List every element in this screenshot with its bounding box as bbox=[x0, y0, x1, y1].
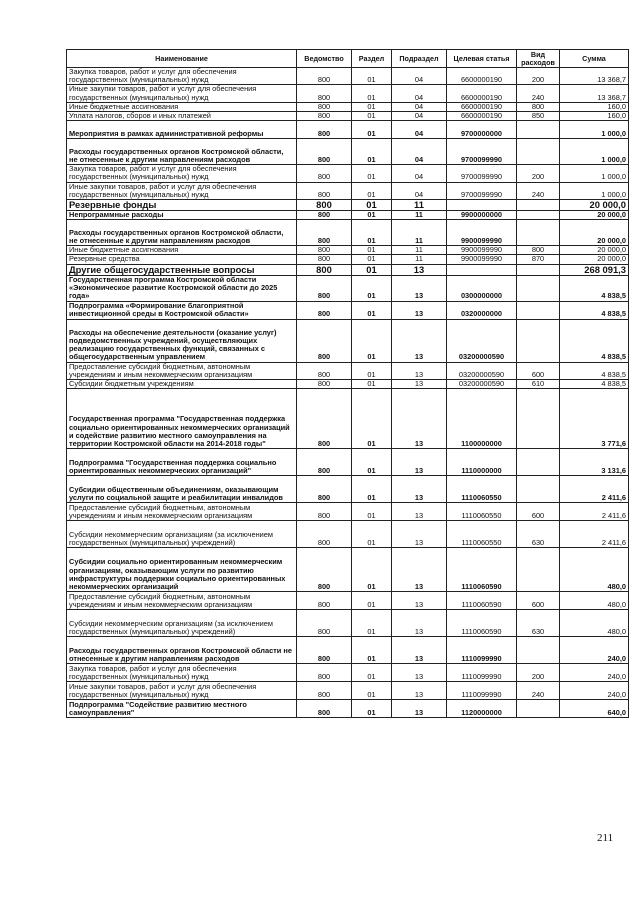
cell-tselevaya-statya: 9900000000 bbox=[447, 211, 517, 220]
table-row bbox=[67, 85, 629, 102]
cell-name: Иные закупки товаров, работ и услуг для обеспечения государственных (муниципальных) нужд bbox=[67, 85, 297, 102]
table-row bbox=[67, 301, 629, 319]
cell-razdel: 01 bbox=[352, 165, 392, 182]
cell-podrazdel: 13 bbox=[392, 362, 447, 379]
cell-vedomstvo: 800 bbox=[297, 548, 352, 592]
cell-summa: 4 838,5 bbox=[560, 319, 629, 362]
cell-name: Другие общегосударственные вопросы bbox=[67, 264, 297, 275]
cell-podrazdel: 13 bbox=[392, 275, 447, 301]
cell-summa: 2 411,6 bbox=[560, 476, 629, 503]
cell-razdel: 01 bbox=[352, 102, 392, 111]
cell-vedomstvo: 800 bbox=[297, 220, 352, 246]
cell-tselevaya-statya bbox=[447, 264, 517, 275]
table-row bbox=[67, 521, 629, 548]
header-razdel: Раздел bbox=[352, 50, 392, 68]
cell-name: Субсидии некоммерческим организациям (за исключением государственных (муниципальных) учреждений) bbox=[67, 610, 297, 637]
cell-vid-raskhodov: 850 bbox=[517, 112, 560, 121]
cell-razdel: 01 bbox=[352, 220, 392, 246]
table-row bbox=[67, 255, 629, 264]
cell-podrazdel: 11 bbox=[392, 255, 447, 264]
header-vedomstvo: Ведомство bbox=[297, 50, 352, 68]
cell-tselevaya-statya: 1110099990 bbox=[447, 637, 517, 664]
cell-vedomstvo: 800 bbox=[297, 637, 352, 664]
table-row bbox=[67, 389, 629, 449]
cell-vid-raskhodov: 870 bbox=[517, 255, 560, 264]
table-row bbox=[67, 220, 629, 246]
budget-table bbox=[66, 49, 629, 718]
cell-vedomstvo: 800 bbox=[297, 592, 352, 610]
cell-summa: 4 838,5 bbox=[560, 380, 629, 389]
cell-vid-raskhodov bbox=[517, 301, 560, 319]
cell-summa: 480,0 bbox=[560, 548, 629, 592]
cell-vid-raskhodov bbox=[517, 121, 560, 139]
cell-vedomstvo: 800 bbox=[297, 275, 352, 301]
table-row bbox=[67, 264, 629, 275]
cell-podrazdel: 13 bbox=[392, 637, 447, 664]
cell-tselevaya-statya: 9700099990 bbox=[447, 165, 517, 182]
cell-vedomstvo: 800 bbox=[297, 182, 352, 199]
cell-name: Резервные фонды bbox=[67, 200, 297, 211]
cell-vedomstvo: 800 bbox=[297, 449, 352, 476]
table-row bbox=[67, 637, 629, 664]
cell-vedomstvo: 800 bbox=[297, 389, 352, 449]
cell-summa: 240,0 bbox=[560, 637, 629, 664]
header-summa: Сумма bbox=[560, 50, 629, 68]
cell-tselevaya-statya: 6600000190 bbox=[447, 112, 517, 121]
cell-vedomstvo: 800 bbox=[297, 121, 352, 139]
cell-name: Подпрограмма "Содействие развитию местного самоуправления" bbox=[67, 700, 297, 718]
cell-podrazdel: 04 bbox=[392, 165, 447, 182]
table-row bbox=[67, 211, 629, 220]
cell-tselevaya-statya bbox=[447, 200, 517, 211]
cell-podrazdel: 13 bbox=[392, 264, 447, 275]
cell-vid-raskhodov: 200 bbox=[517, 68, 560, 85]
cell-tselevaya-statya: 9900099990 bbox=[447, 220, 517, 246]
cell-vedomstvo: 800 bbox=[297, 246, 352, 255]
cell-podrazdel: 13 bbox=[392, 449, 447, 476]
cell-summa: 20 000,0 bbox=[560, 200, 629, 211]
cell-podrazdel: 13 bbox=[392, 592, 447, 610]
cell-name: Мероприятия в рамках административной реформы bbox=[67, 121, 297, 139]
cell-podrazdel: 04 bbox=[392, 121, 447, 139]
cell-name: Государственная программа Костромской области «Экономическое развитие Костромской области до 2025 года» bbox=[67, 275, 297, 301]
table-row bbox=[67, 275, 629, 301]
cell-name: Расходы государственных органов Костромской области, не отнесенные к другим направлениям расходов bbox=[67, 139, 297, 165]
cell-vid-raskhodov: 600 bbox=[517, 503, 560, 521]
cell-summa: 13 368,7 bbox=[560, 85, 629, 102]
cell-name: Иные закупки товаров, работ и услуг для обеспечения государственных (муниципальных) нужд bbox=[67, 182, 297, 199]
cell-razdel: 01 bbox=[352, 264, 392, 275]
table-row bbox=[67, 182, 629, 199]
cell-vid-raskhodov bbox=[517, 220, 560, 246]
cell-summa: 2 411,6 bbox=[560, 521, 629, 548]
cell-name: Закупка товаров, работ и услуг для обеспечения государственных (муниципальных) нужд bbox=[67, 68, 297, 85]
cell-podrazdel: 11 bbox=[392, 246, 447, 255]
cell-vid-raskhodov bbox=[517, 200, 560, 211]
cell-name: Расходы на обеспечение деятельности (оказание услуг) подведомственных учреждений, осуществляющих реализацию государственных функций, связанных с общегосударственным управлением bbox=[67, 319, 297, 362]
cell-razdel: 01 bbox=[352, 112, 392, 121]
cell-name: Закупка товаров, работ и услуг для обеспечения государственных (муниципальных) нужд bbox=[67, 165, 297, 182]
cell-vedomstvo: 800 bbox=[297, 664, 352, 682]
table-row bbox=[67, 610, 629, 637]
cell-razdel: 01 bbox=[352, 85, 392, 102]
cell-name: Резервные средства bbox=[67, 255, 297, 264]
cell-vedomstvo: 800 bbox=[297, 200, 352, 211]
table-row bbox=[67, 200, 629, 211]
cell-summa: 2 411,6 bbox=[560, 503, 629, 521]
cell-summa: 1 000,0 bbox=[560, 121, 629, 139]
cell-vedomstvo: 800 bbox=[297, 264, 352, 275]
cell-tselevaya-statya: 0300000000 bbox=[447, 275, 517, 301]
cell-vedomstvo: 800 bbox=[297, 682, 352, 700]
cell-vedomstvo: 800 bbox=[297, 700, 352, 718]
cell-name: Субсидии бюджетным учреждениям bbox=[67, 380, 297, 389]
cell-vedomstvo: 800 bbox=[297, 139, 352, 165]
table-row bbox=[67, 380, 629, 389]
cell-name: Уплата налогов, сборов и иных платежей bbox=[67, 112, 297, 121]
cell-name: Субсидии общественным объединениям, оказывающим услуги по социальной защите и реабилитации инвалидов bbox=[67, 476, 297, 503]
cell-summa: 240,0 bbox=[560, 664, 629, 682]
cell-razdel: 01 bbox=[352, 182, 392, 199]
table-row bbox=[67, 112, 629, 121]
cell-podrazdel: 13 bbox=[392, 664, 447, 682]
cell-vid-raskhodov bbox=[517, 319, 560, 362]
table-row bbox=[67, 246, 629, 255]
cell-vid-raskhodov: 630 bbox=[517, 521, 560, 548]
cell-podrazdel: 13 bbox=[392, 700, 447, 718]
cell-tselevaya-statya: 6600000190 bbox=[447, 85, 517, 102]
cell-razdel: 01 bbox=[352, 637, 392, 664]
cell-tselevaya-statya: 6600000190 bbox=[447, 102, 517, 111]
cell-tselevaya-statya: 1110099990 bbox=[447, 664, 517, 682]
header-podrazdel: Подраздел bbox=[392, 50, 447, 68]
cell-vedomstvo: 800 bbox=[297, 102, 352, 111]
cell-tselevaya-statya: 9900099990 bbox=[447, 255, 517, 264]
cell-vid-raskhodov bbox=[517, 139, 560, 165]
cell-name: Государственная программа "Государственная поддержка социально ориентированных некоммерческих организаций и содействие развитию местного самоуправления на территории Костромской области на 2014-2018 годы" bbox=[67, 389, 297, 449]
cell-summa: 640,0 bbox=[560, 700, 629, 718]
cell-razdel: 01 bbox=[352, 255, 392, 264]
cell-vedomstvo: 800 bbox=[297, 362, 352, 379]
cell-tselevaya-statya: 03200000590 bbox=[447, 362, 517, 379]
cell-razdel: 01 bbox=[352, 449, 392, 476]
cell-tselevaya-statya: 1110060590 bbox=[447, 592, 517, 610]
cell-tselevaya-statya: 9700099990 bbox=[447, 139, 517, 165]
cell-tselevaya-statya: 9700000000 bbox=[447, 121, 517, 139]
cell-vedomstvo: 800 bbox=[297, 301, 352, 319]
cell-razdel: 01 bbox=[352, 503, 392, 521]
cell-summa: 20 000,0 bbox=[560, 220, 629, 246]
cell-podrazdel: 13 bbox=[392, 319, 447, 362]
table-row bbox=[67, 700, 629, 718]
table-row bbox=[67, 121, 629, 139]
cell-tselevaya-statya: 0320000000 bbox=[447, 301, 517, 319]
table-row bbox=[67, 664, 629, 682]
cell-vid-raskhodov bbox=[517, 700, 560, 718]
cell-podrazdel: 13 bbox=[392, 380, 447, 389]
table-row bbox=[67, 682, 629, 700]
cell-summa: 20 000,0 bbox=[560, 246, 629, 255]
cell-name: Предоставление субсидий бюджетным, автономным учреждениям и иным некоммерческим организациям bbox=[67, 362, 297, 379]
cell-razdel: 01 bbox=[352, 121, 392, 139]
cell-summa: 1 000,0 bbox=[560, 139, 629, 165]
table-row bbox=[67, 362, 629, 379]
cell-vid-raskhodov bbox=[517, 264, 560, 275]
cell-tselevaya-statya: 1100000000 bbox=[447, 389, 517, 449]
cell-summa: 160,0 bbox=[560, 102, 629, 111]
cell-razdel: 01 bbox=[352, 476, 392, 503]
cell-vid-raskhodov: 600 bbox=[517, 362, 560, 379]
cell-tselevaya-statya: 1110060550 bbox=[447, 521, 517, 548]
cell-vedomstvo: 800 bbox=[297, 255, 352, 264]
header-vid-raskhodov: Вид расходов bbox=[517, 50, 560, 68]
cell-name: Субсидии некоммерческим организациям (за исключением государственных (муниципальных) учреждений) bbox=[67, 521, 297, 548]
cell-summa: 480,0 bbox=[560, 610, 629, 637]
cell-summa: 20 000,0 bbox=[560, 255, 629, 264]
cell-summa: 4 838,5 bbox=[560, 362, 629, 379]
table-header-row bbox=[67, 50, 629, 68]
table-row bbox=[67, 449, 629, 476]
cell-podrazdel: 13 bbox=[392, 682, 447, 700]
cell-podrazdel: 13 bbox=[392, 389, 447, 449]
cell-tselevaya-statya: 1110000000 bbox=[447, 449, 517, 476]
cell-tselevaya-statya: 03200000590 bbox=[447, 319, 517, 362]
cell-podrazdel: 13 bbox=[392, 610, 447, 637]
cell-razdel: 01 bbox=[352, 664, 392, 682]
cell-vedomstvo: 800 bbox=[297, 68, 352, 85]
cell-tselevaya-statya: 1110060550 bbox=[447, 503, 517, 521]
cell-podrazdel: 04 bbox=[392, 68, 447, 85]
cell-podrazdel: 13 bbox=[392, 301, 447, 319]
cell-summa: 4 838,5 bbox=[560, 301, 629, 319]
cell-vid-raskhodov: 600 bbox=[517, 592, 560, 610]
cell-podrazdel: 13 bbox=[392, 548, 447, 592]
cell-razdel: 01 bbox=[352, 362, 392, 379]
cell-tselevaya-statya: 1110060590 bbox=[447, 548, 517, 592]
cell-podrazdel: 11 bbox=[392, 211, 447, 220]
table-row bbox=[67, 319, 629, 362]
header-name: Наименование bbox=[67, 50, 297, 68]
cell-podrazdel: 04 bbox=[392, 102, 447, 111]
cell-vid-raskhodov: 610 bbox=[517, 380, 560, 389]
table-row bbox=[67, 68, 629, 85]
header-tselevaya-statya: Целевая статья bbox=[447, 50, 517, 68]
cell-razdel: 01 bbox=[352, 301, 392, 319]
table-row bbox=[67, 503, 629, 521]
cell-razdel: 01 bbox=[352, 68, 392, 85]
cell-vedomstvo: 800 bbox=[297, 610, 352, 637]
cell-name: Иные закупки товаров, работ и услуг для обеспечения государственных (муниципальных) нужд bbox=[67, 682, 297, 700]
cell-vid-raskhodov bbox=[517, 548, 560, 592]
cell-tselevaya-statya: 6600000190 bbox=[447, 68, 517, 85]
cell-summa: 240,0 bbox=[560, 682, 629, 700]
cell-vedomstvo: 800 bbox=[297, 165, 352, 182]
cell-podrazdel: 11 bbox=[392, 220, 447, 246]
table-body bbox=[67, 68, 629, 718]
cell-vedomstvo: 800 bbox=[297, 112, 352, 121]
cell-razdel: 01 bbox=[352, 139, 392, 165]
cell-razdel: 01 bbox=[352, 319, 392, 362]
cell-razdel: 01 bbox=[352, 246, 392, 255]
cell-tselevaya-statya: 1110060550 bbox=[447, 476, 517, 503]
cell-summa: 20 000,0 bbox=[560, 211, 629, 220]
cell-name: Предоставление субсидий бюджетным, автономным учреждениям и иным некоммерческим организациям bbox=[67, 592, 297, 610]
table-row bbox=[67, 102, 629, 111]
cell-vedomstvo: 800 bbox=[297, 211, 352, 220]
cell-tselevaya-statya: 9900099990 bbox=[447, 246, 517, 255]
table-row bbox=[67, 592, 629, 610]
cell-podrazdel: 13 bbox=[392, 521, 447, 548]
cell-vid-raskhodov: 630 bbox=[517, 610, 560, 637]
cell-summa: 13 368,7 bbox=[560, 68, 629, 85]
cell-vedomstvo: 800 bbox=[297, 503, 352, 521]
cell-podrazdel: 04 bbox=[392, 112, 447, 121]
cell-podrazdel: 13 bbox=[392, 503, 447, 521]
cell-summa: 3 771,6 bbox=[560, 389, 629, 449]
cell-summa: 160,0 bbox=[560, 112, 629, 121]
cell-name: Подпрограмма «Формирование благоприятной инвестиционной среды в Костромской области» bbox=[67, 301, 297, 319]
cell-vedomstvo: 800 bbox=[297, 476, 352, 503]
cell-razdel: 01 bbox=[352, 380, 392, 389]
cell-razdel: 01 bbox=[352, 275, 392, 301]
cell-name: Иные бюджетные ассигнования bbox=[67, 102, 297, 111]
cell-vid-raskhodov: 800 bbox=[517, 246, 560, 255]
cell-name: Подпрограмма "Государственная поддержка социально ориентированных некоммерческих организаций" bbox=[67, 449, 297, 476]
cell-vid-raskhodov bbox=[517, 389, 560, 449]
cell-name: Непрограммные расходы bbox=[67, 211, 297, 220]
cell-razdel: 01 bbox=[352, 592, 392, 610]
cell-podrazdel: 04 bbox=[392, 182, 447, 199]
cell-tselevaya-statya: 9700099990 bbox=[447, 182, 517, 199]
cell-vid-raskhodov bbox=[517, 637, 560, 664]
cell-vid-raskhodov: 240 bbox=[517, 682, 560, 700]
cell-tselevaya-statya: 1110099990 bbox=[447, 682, 517, 700]
cell-razdel: 01 bbox=[352, 610, 392, 637]
cell-podrazdel: 11 bbox=[392, 200, 447, 211]
cell-name: Предоставление субсидий бюджетным, автономным учреждениям и иным некоммерческим организациям bbox=[67, 503, 297, 521]
cell-tselevaya-statya: 1120000000 bbox=[447, 700, 517, 718]
cell-tselevaya-statya: 03200000590 bbox=[447, 380, 517, 389]
cell-razdel: 01 bbox=[352, 389, 392, 449]
cell-razdel: 01 bbox=[352, 200, 392, 211]
cell-podrazdel: 04 bbox=[392, 139, 447, 165]
table-row bbox=[67, 139, 629, 165]
cell-vid-raskhodov: 800 bbox=[517, 102, 560, 111]
table-row bbox=[67, 476, 629, 503]
cell-vedomstvo: 800 bbox=[297, 380, 352, 389]
cell-vedomstvo: 800 bbox=[297, 85, 352, 102]
cell-summa: 1 000,0 bbox=[560, 165, 629, 182]
cell-summa: 480,0 bbox=[560, 592, 629, 610]
cell-vedomstvo: 800 bbox=[297, 521, 352, 548]
cell-name: Субсидии социально ориентированным некоммерческим организациям, оказывающим услуги по развитию инфраструктуры поддержки социально ориентированных некоммерческих организаций bbox=[67, 548, 297, 592]
cell-summa: 268 091,3 bbox=[560, 264, 629, 275]
cell-vid-raskhodov bbox=[517, 211, 560, 220]
page-number: 211 bbox=[597, 832, 614, 844]
cell-name: Расходы государственных органов Костромской области, не отнесенные к другим направлениям расходов bbox=[67, 220, 297, 246]
cell-podrazdel: 13 bbox=[392, 476, 447, 503]
cell-razdel: 01 bbox=[352, 700, 392, 718]
cell-vid-raskhodov bbox=[517, 476, 560, 503]
cell-vid-raskhodov: 200 bbox=[517, 664, 560, 682]
cell-vid-raskhodov: 200 bbox=[517, 165, 560, 182]
cell-summa: 1 000,0 bbox=[560, 182, 629, 199]
cell-vid-raskhodov bbox=[517, 449, 560, 476]
table-row bbox=[67, 548, 629, 592]
cell-vid-raskhodov: 240 bbox=[517, 85, 560, 102]
cell-name: Расходы государственных органов Костромской области не отнесенные к другим направлениям расходов bbox=[67, 637, 297, 664]
cell-razdel: 01 bbox=[352, 682, 392, 700]
cell-vedomstvo: 800 bbox=[297, 319, 352, 362]
cell-name: Закупка товаров, работ и услуг для обеспечения государственных (муниципальных) нужд bbox=[67, 664, 297, 682]
cell-razdel: 01 bbox=[352, 521, 392, 548]
cell-razdel: 01 bbox=[352, 211, 392, 220]
cell-vid-raskhodov bbox=[517, 275, 560, 301]
cell-summa: 4 838,5 bbox=[560, 275, 629, 301]
cell-vid-raskhodov: 240 bbox=[517, 182, 560, 199]
cell-podrazdel: 04 bbox=[392, 85, 447, 102]
table-row bbox=[67, 165, 629, 182]
cell-tselevaya-statya: 1110060590 bbox=[447, 610, 517, 637]
cell-razdel: 01 bbox=[352, 548, 392, 592]
cell-name: Иные бюджетные ассигнования bbox=[67, 246, 297, 255]
cell-summa: 3 131,6 bbox=[560, 449, 629, 476]
